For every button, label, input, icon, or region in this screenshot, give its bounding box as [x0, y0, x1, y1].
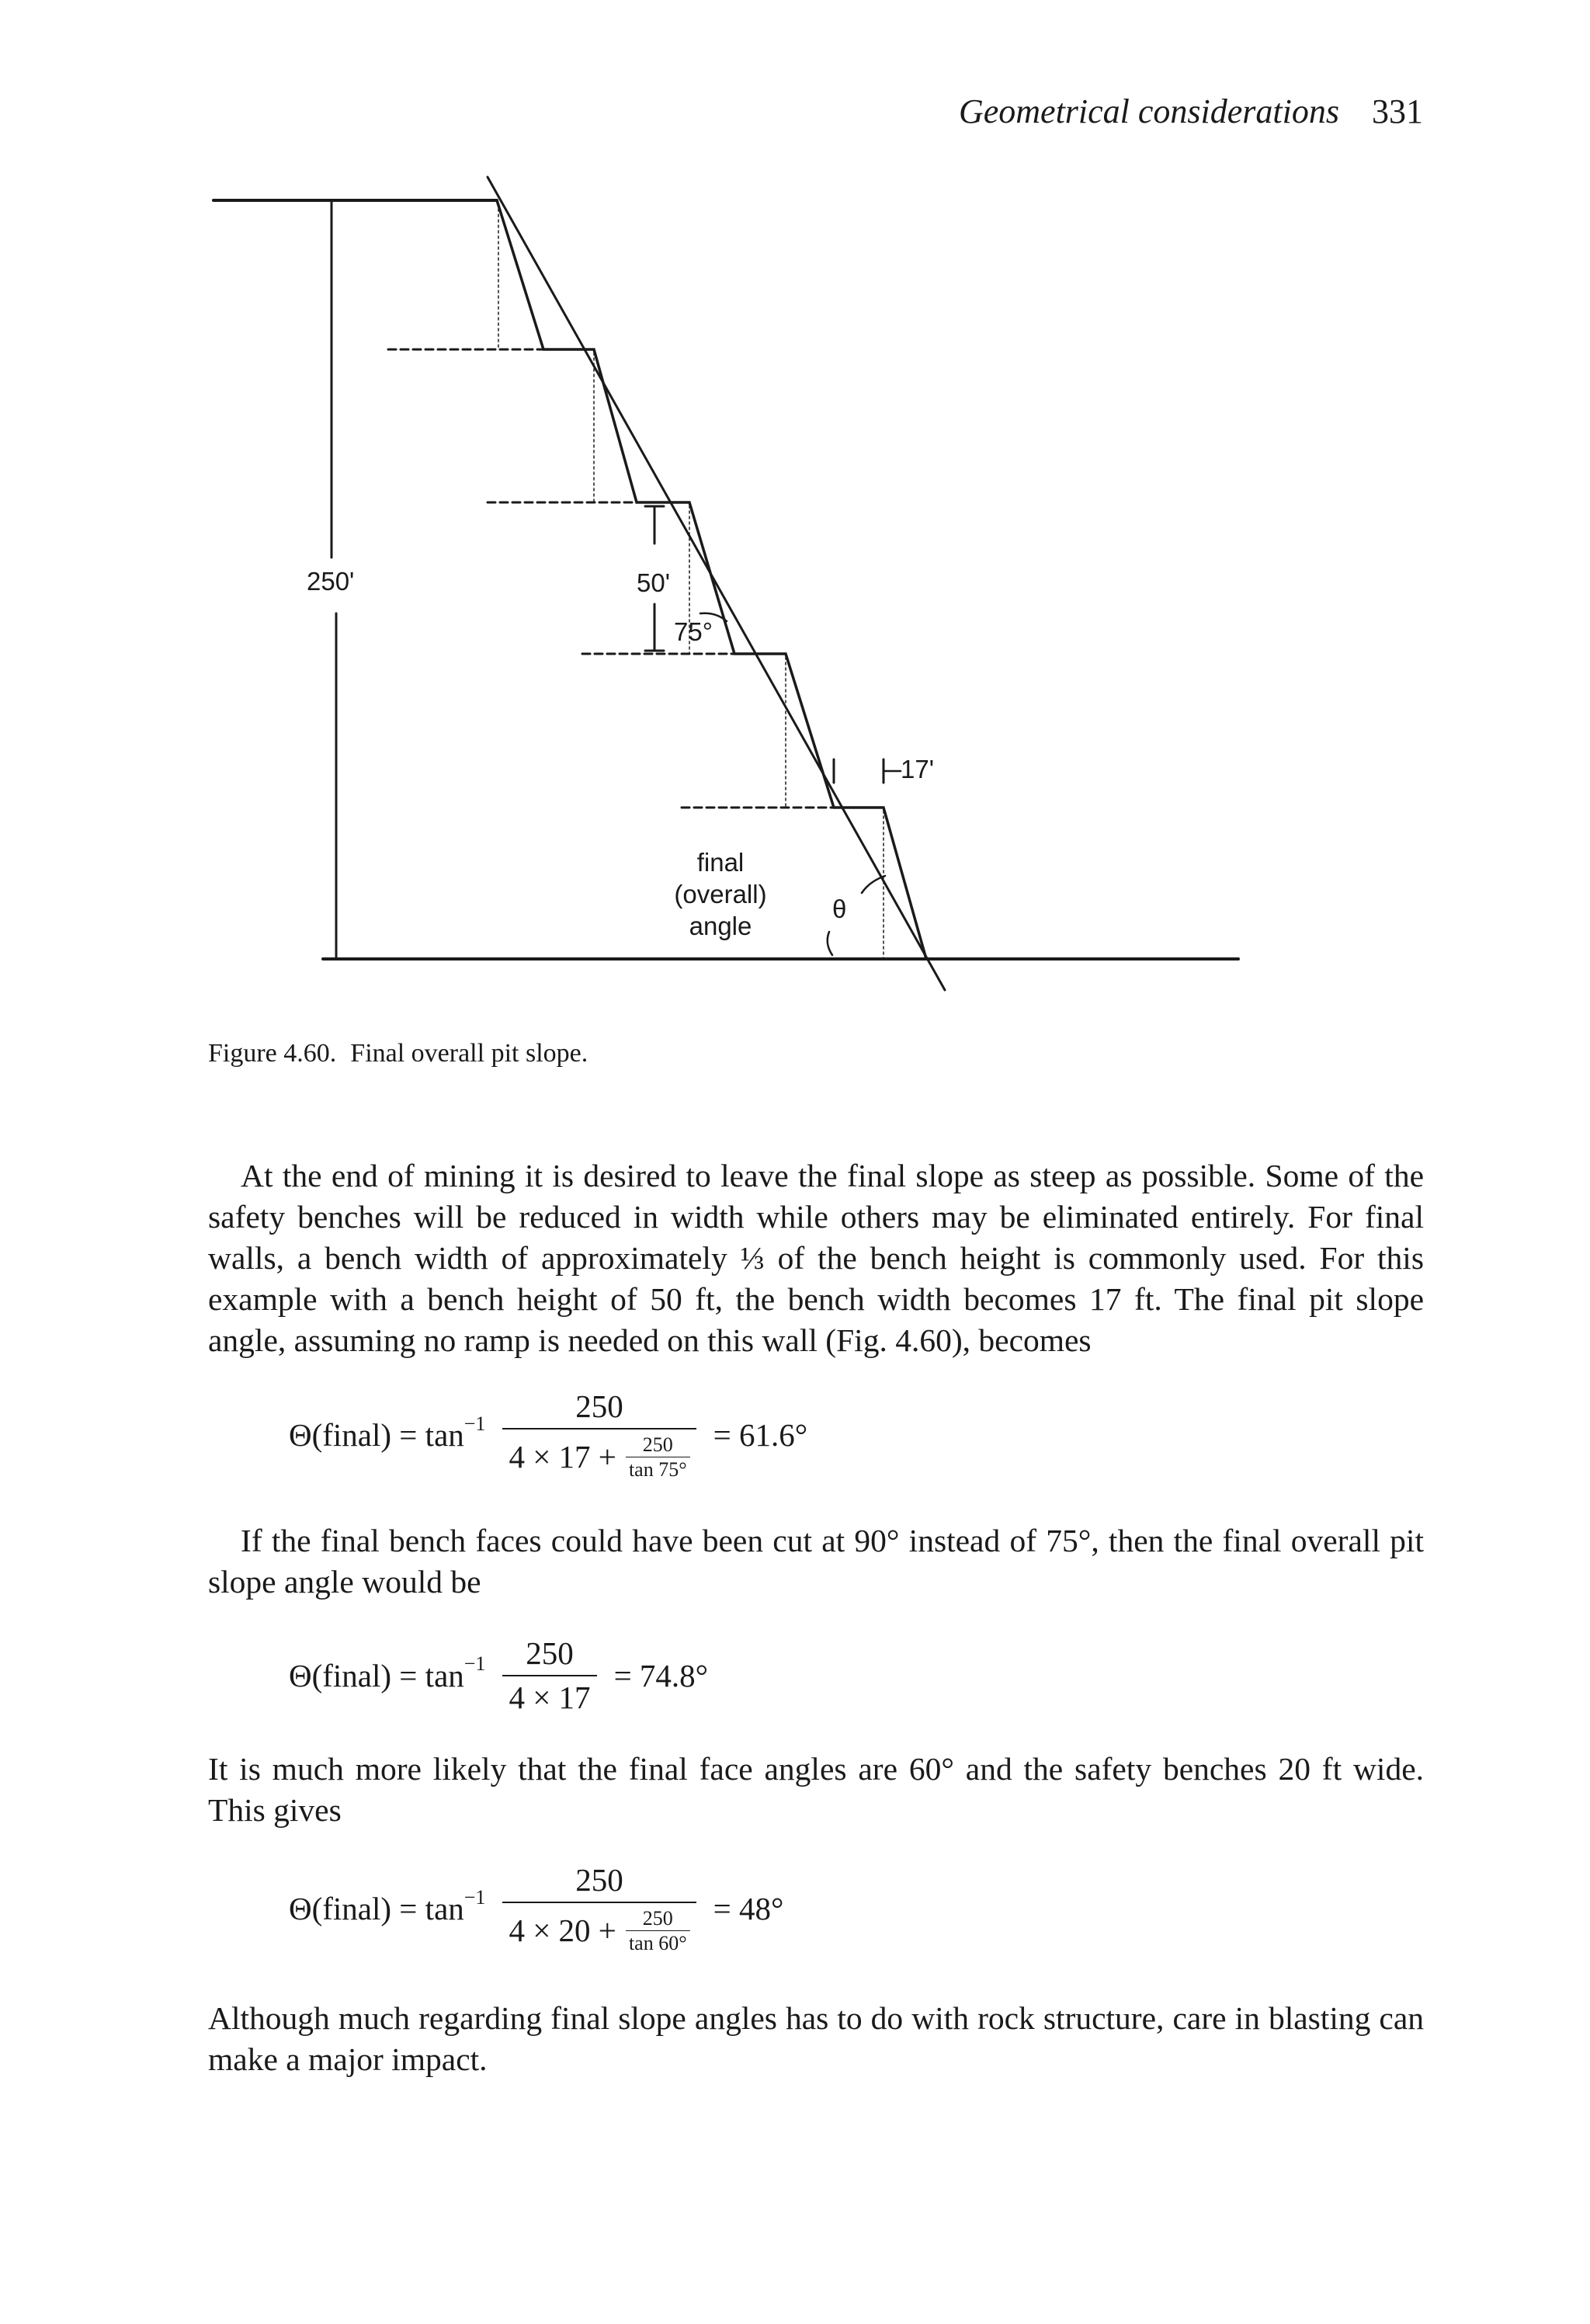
eq2-inverse: −1: [463, 1652, 486, 1676]
eq1-inverse: −1: [463, 1412, 486, 1435]
eq1-numerator: 250: [575, 1388, 623, 1424]
theta-label: θ: [832, 895, 847, 923]
eq1-inner-numerator: 250: [642, 1433, 673, 1457]
eq3-result: = 48°: [713, 1891, 784, 1927]
eq2-denominator: 4 × 17: [509, 1680, 591, 1716]
eq2-result: = 74.8°: [613, 1658, 709, 1694]
eq1-inner-fraction: [626, 1434, 690, 1481]
caption-text: Final overall pit slope.: [350, 1039, 588, 1068]
paragraph-3: It is much more likely that the final face angles are 60° and the safety benches 20 ft wide. This gives: [208, 1751, 1424, 1828]
equation-3: [289, 1864, 783, 1954]
equation-2: [289, 1637, 708, 1714]
eq3-inner-numerator: 250: [642, 1907, 673, 1930]
eq3-denominator: 4 × 20 +: [509, 1912, 616, 1949]
equation-1: [289, 1390, 807, 1481]
paragraph-4: Although much regarding final slope angles has to do with rock structure, care in blasting can make a major impact.: [208, 2000, 1424, 2077]
eq3-lhs: Θ(final) = tan: [289, 1891, 464, 1927]
eq1-lhs: Θ(final) = tan: [289, 1417, 464, 1454]
figure-caption: [208, 1039, 588, 1068]
eq3-inner-fraction: [626, 1908, 690, 1954]
overall-angle-label-line3: angle: [689, 912, 752, 940]
eq1-result: = 61.6°: [713, 1417, 808, 1454]
overall-angle-label-line2: (overall): [674, 880, 767, 908]
eq1-fraction: [502, 1390, 696, 1481]
overall-angle-label-line1: final: [696, 848, 745, 877]
eq2-fraction: [502, 1637, 596, 1714]
running-title: Geometrical considerations: [958, 92, 1339, 130]
paragraph-2: If the final bench faces could have been cut at 90° instead of 75°, then the final overall pit slope angle would be: [208, 1523, 1424, 1600]
eq3-numerator: 250: [575, 1862, 623, 1898]
total-height-label: 250': [307, 567, 355, 596]
paragraph-1: At the end of mining it is desired to leave the final slope as steep as possible. Some of the safety benches will be reduced in width while others may be eliminated entirely. For final walls, a bench width of approximately ⅓ of the bench height is commonly used. For this example with a bench height of 50 ft, the bench width becomes 17 ft. The final pit slope angle, assuming no ramp is needed on this wall (Fig. 4.60), becomes: [208, 1158, 1424, 1358]
eq1-denominator: 4 × 17 +: [509, 1439, 616, 1475]
eq1-inner-denominator: tan 75°: [626, 1457, 690, 1480]
caption-number: Figure 4.60.: [208, 1039, 337, 1068]
eq2-lhs: Θ(final) = tan: [289, 1658, 464, 1694]
page-number: 331: [1372, 92, 1423, 130]
eq2-numerator: 250: [526, 1635, 574, 1671]
eq3-fraction: [502, 1864, 696, 1954]
pit-slope-figure: [0, 0, 1590, 1009]
bench-width-label: 17': [901, 755, 935, 783]
bench-height-label: 50': [637, 568, 671, 597]
eq3-inner-denominator: tan 60°: [626, 1930, 690, 1954]
bench-profile: [497, 200, 926, 959]
eq3-inverse: −1: [463, 1885, 486, 1909]
face-angle-label: 75°: [674, 617, 713, 646]
